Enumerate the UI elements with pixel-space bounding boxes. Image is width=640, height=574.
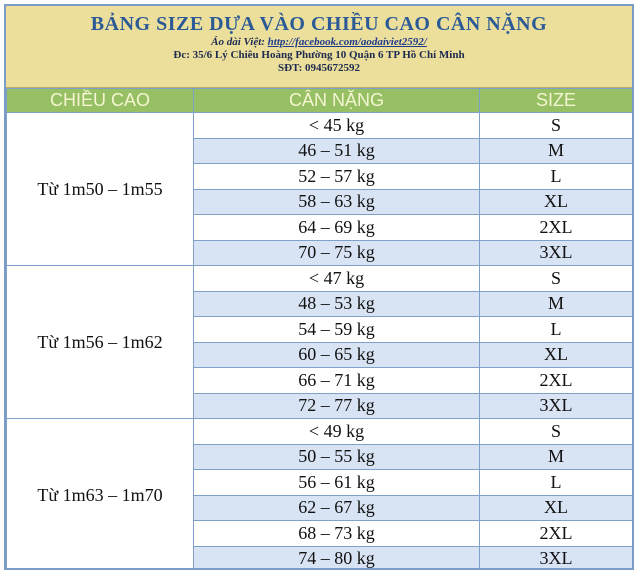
weight-cell: 70 – 75 kg — [194, 240, 480, 266]
weight-cell: 60 – 65 kg — [194, 342, 480, 368]
table-header-row — [7, 89, 633, 113]
column-header-height: CHIỀU CAO — [7, 89, 194, 113]
weight-cell: < 45 kg — [194, 113, 480, 139]
size-cell: L — [480, 470, 633, 496]
size-cell: L — [480, 317, 633, 343]
address-line: Đc: 35/6 Lý Chiêu Hoàng Phường 10 Quận 6 TP Hồ Chí Minh — [173, 49, 465, 61]
chart-title: BẢNG SIZE DỰA VÀO CHIỀU CAO CÂN NẶNG — [90, 13, 548, 35]
size-cell: XL — [480, 189, 633, 215]
size-cell: S — [480, 419, 633, 445]
brand-label: Áo dài Việt: — [211, 36, 265, 48]
weight-cell: < 49 kg — [194, 419, 480, 445]
size-table — [6, 88, 633, 570]
table-row — [7, 113, 633, 139]
weight-cell: 54 – 59 kg — [194, 317, 480, 343]
height-range-cell: Từ 1m50 – 1m55 — [7, 113, 194, 266]
weight-cell: 62 – 67 kg — [194, 495, 480, 521]
size-cell: M — [480, 444, 633, 470]
size-cell: S — [480, 113, 633, 139]
size-cell: 3XL — [480, 240, 633, 266]
size-cell: XL — [480, 342, 633, 368]
weight-cell: < 47 kg — [194, 266, 480, 292]
height-range-cell: Từ 1m56 – 1m62 — [7, 266, 194, 419]
weight-cell: 74 – 80 kg — [194, 546, 480, 570]
weight-cell: 66 – 71 kg — [194, 368, 480, 394]
size-cell: M — [480, 138, 633, 164]
column-header-size: SIZE — [480, 89, 633, 113]
size-cell: L — [480, 164, 633, 190]
weight-cell: 46 – 51 kg — [194, 138, 480, 164]
size-cell: 2XL — [480, 368, 633, 394]
weight-cell: 50 – 55 kg — [194, 444, 480, 470]
size-cell: 2XL — [480, 215, 633, 241]
brand-line — [6, 36, 632, 49]
facebook-link[interactable]: http://facebook.com/aodaiviet2592/ — [267, 36, 427, 48]
size-cell: 3XL — [480, 546, 633, 570]
header-banner — [6, 6, 632, 88]
size-chart — [4, 4, 634, 570]
weight-cell: 72 – 77 kg — [194, 393, 480, 419]
table-row — [7, 266, 633, 292]
size-cell: S — [480, 266, 633, 292]
weight-cell: 58 – 63 kg — [194, 189, 480, 215]
weight-cell: 52 – 57 kg — [194, 164, 480, 190]
height-range-cell: Từ 1m63 – 1m70 — [7, 419, 194, 571]
weight-cell: 64 – 69 kg — [194, 215, 480, 241]
table-row — [7, 419, 633, 445]
weight-cell: 56 – 61 kg — [194, 470, 480, 496]
size-cell: XL — [480, 495, 633, 521]
size-cell: 3XL — [480, 393, 633, 419]
size-cell: M — [480, 291, 633, 317]
size-cell: 2XL — [480, 521, 633, 547]
column-header-weight: CÂN NẶNG — [194, 89, 480, 113]
weight-cell: 48 – 53 kg — [194, 291, 480, 317]
phone-line: SĐT: 0945672592 — [278, 62, 360, 74]
weight-cell: 68 – 73 kg — [194, 521, 480, 547]
